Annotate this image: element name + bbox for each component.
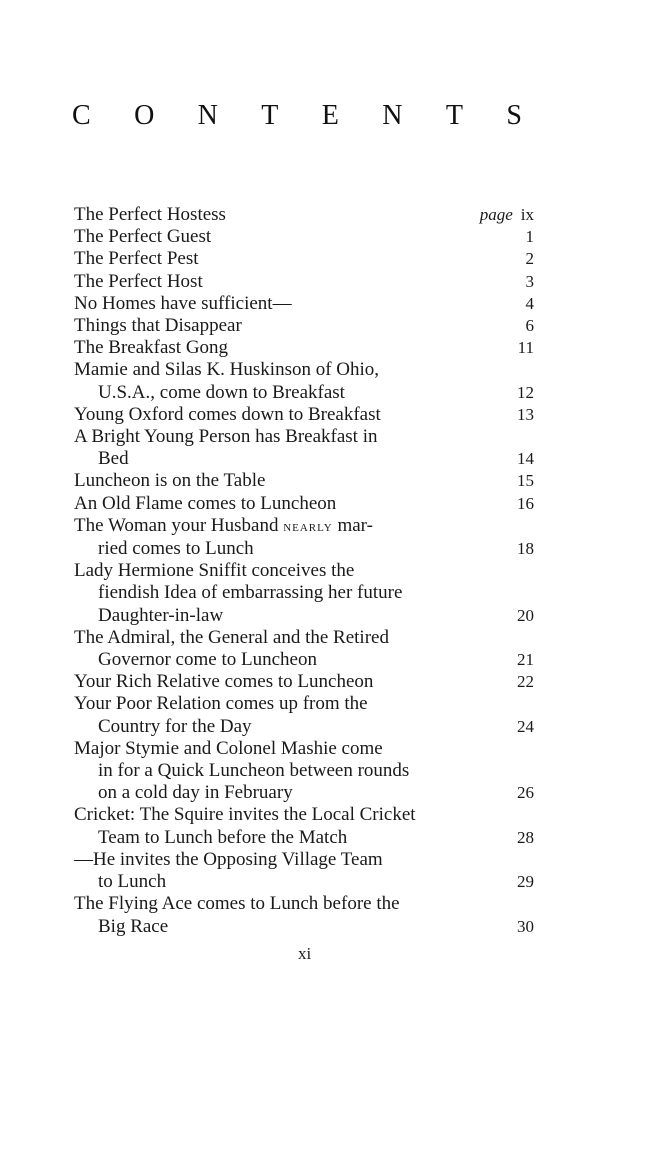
toc-entry-title xyxy=(74,738,494,805)
toc-entry xyxy=(74,404,534,426)
toc-page-number: 28 xyxy=(517,827,534,847)
toc-entry-line: The Perfect Guest xyxy=(74,226,212,248)
toc-entry xyxy=(74,271,534,293)
toc-page-number: 3 xyxy=(525,271,534,291)
toc-entry-line: Major Stymie and Colonel Mashie come xyxy=(74,737,383,759)
toc-entry-title xyxy=(74,293,494,315)
toc-entry-line: in for a Quick Luncheon between rounds xyxy=(98,760,410,782)
toc-entry-line: Team to Lunch before the Match xyxy=(98,826,348,848)
toc-page-number: 16 xyxy=(517,493,534,513)
toc-page-number: 15 xyxy=(517,471,534,491)
toc-entry-title xyxy=(74,671,494,693)
toc-page-number: 13 xyxy=(517,404,534,424)
toc-entry-title xyxy=(74,515,494,560)
toc-entry-line: The Perfect Hostess xyxy=(74,204,226,225)
toc-entry xyxy=(74,627,534,671)
toc-text: mar- xyxy=(332,514,373,536)
toc-entry-line: The Admiral, the General and the Retired xyxy=(74,626,389,648)
heading-letter: E xyxy=(321,100,339,131)
toc-entry-title xyxy=(74,804,494,848)
toc-entry-line: Luncheon is on the Table xyxy=(74,470,266,492)
toc-entry-title xyxy=(74,893,494,937)
table-of-contents xyxy=(74,204,534,938)
toc-entry-line: A Bright Young Person has Breakfast in xyxy=(74,426,378,448)
toc-entry-title xyxy=(74,337,494,359)
toc-entry-line: Your Poor Relation comes up from the xyxy=(74,693,368,715)
toc-entry-line: U.S.A., come down to Breakfast xyxy=(98,381,345,403)
toc-page-number: 1 xyxy=(525,227,534,247)
toc-entry-title xyxy=(74,849,494,893)
toc-entry-title xyxy=(74,560,494,627)
toc-entry xyxy=(74,849,534,893)
toc-entry-line: ried comes to Lunch xyxy=(98,538,254,560)
page-label: page xyxy=(479,205,513,224)
toc-page-number: 2 xyxy=(525,249,534,269)
toc-entry xyxy=(74,738,534,805)
toc-entry-line: —He invites the Opposing Village Team xyxy=(74,848,383,870)
toc-entry-line: Your Rich Relative comes to Luncheon xyxy=(74,671,374,693)
toc-entry-line: Things that Disappear xyxy=(74,315,242,337)
toc-entry-title xyxy=(74,627,494,671)
toc-entry-title xyxy=(74,426,494,470)
toc-page-number: 18 xyxy=(517,539,534,559)
toc-entry-title xyxy=(74,493,494,515)
toc-entry-line: An Old Flame comes to Luncheon xyxy=(74,492,337,514)
toc-entry xyxy=(74,248,534,270)
toc-text: The Woman your Husband xyxy=(74,514,284,536)
heading-letter: C xyxy=(72,100,91,131)
toc-page-number: 29 xyxy=(517,872,534,892)
toc-entry-title xyxy=(74,271,494,293)
toc-entry xyxy=(74,293,534,315)
toc-entry xyxy=(74,315,534,337)
toc-page-number: 20 xyxy=(517,605,534,625)
heading-letter: S xyxy=(506,100,522,131)
heading-letter: N xyxy=(197,100,218,131)
contents-heading xyxy=(72,100,522,132)
heading-letter: O xyxy=(134,100,155,131)
toc-page-number: 22 xyxy=(517,672,534,692)
toc-page-number: 26 xyxy=(517,783,534,803)
toc-entry-title xyxy=(74,359,494,403)
toc-entry xyxy=(74,337,534,359)
toc-entry xyxy=(74,493,534,515)
toc-entry xyxy=(74,470,534,492)
toc-entry xyxy=(74,671,534,693)
toc-entry-line: No Homes have sufficient— xyxy=(74,292,292,314)
toc-entry xyxy=(74,226,534,248)
toc-entry-line: The Perfect Pest xyxy=(74,248,199,270)
toc-entry-line: The Perfect Host xyxy=(74,270,203,292)
toc-entry-line: The Breakfast Gong xyxy=(74,337,229,359)
toc-entry xyxy=(74,515,534,560)
toc-page-number: ix xyxy=(520,205,534,224)
toc-entry xyxy=(74,693,534,737)
heading-letter: N xyxy=(382,100,403,131)
toc-entry-line: on a cold day in February xyxy=(98,782,293,804)
toc-page-number: 12 xyxy=(517,382,534,402)
heading-letter: T xyxy=(261,100,279,131)
toc-entry-line: Bed xyxy=(98,448,129,470)
toc-entry-title xyxy=(74,315,494,337)
toc-entry xyxy=(74,204,534,226)
toc-entry-page xyxy=(480,204,534,226)
toc-entry-title xyxy=(74,470,494,492)
toc-page-number: 4 xyxy=(525,293,534,313)
toc-entry xyxy=(74,359,534,403)
toc-entry-line: Governor come to Luncheon xyxy=(98,649,317,671)
toc-page-number: 11 xyxy=(517,338,534,358)
toc-entry-title xyxy=(74,404,494,426)
toc-entry-line: Daughter-in-law xyxy=(98,604,224,626)
toc-entry-line: Country for the Day xyxy=(98,715,252,737)
toc-page-number: 30 xyxy=(517,916,534,936)
toc-page-number: 24 xyxy=(517,716,534,736)
toc-page-number: 6 xyxy=(525,316,534,336)
toc-entry-title xyxy=(74,226,494,248)
toc-entry-line: The Flying Ace comes to Lunch before the xyxy=(74,893,400,915)
toc-entry xyxy=(74,804,534,848)
heading-letter: T xyxy=(445,100,463,131)
page-folio: xi xyxy=(298,944,312,963)
toc-entry xyxy=(74,560,534,627)
toc-entry-title xyxy=(74,204,480,226)
toc-entry-line: Big Race xyxy=(98,915,169,937)
toc-page-number: 14 xyxy=(517,449,534,469)
toc-entry xyxy=(74,426,534,470)
toc-entry xyxy=(74,893,534,937)
toc-entry-line: to Lunch xyxy=(98,871,167,893)
toc-entry-line: Lady Hermione Sniffit conceives the xyxy=(74,560,355,582)
toc-entry-title xyxy=(74,693,494,737)
toc-entry-title xyxy=(74,248,494,270)
toc-page-number: 21 xyxy=(517,650,534,670)
toc-entry-line: Young Oxford comes down to Breakfast xyxy=(74,403,381,425)
toc-entry-line: fiendish Idea of embarrassing her future xyxy=(98,582,403,604)
toc-small-caps-text: nearly xyxy=(283,518,333,535)
toc-entry-line xyxy=(74,515,476,538)
toc-entry-line: Cricket: The Squire invites the Local Cricket xyxy=(74,804,416,826)
toc-entry-line: Mamie and Silas K. Huskinson of Ohio, xyxy=(74,359,380,381)
